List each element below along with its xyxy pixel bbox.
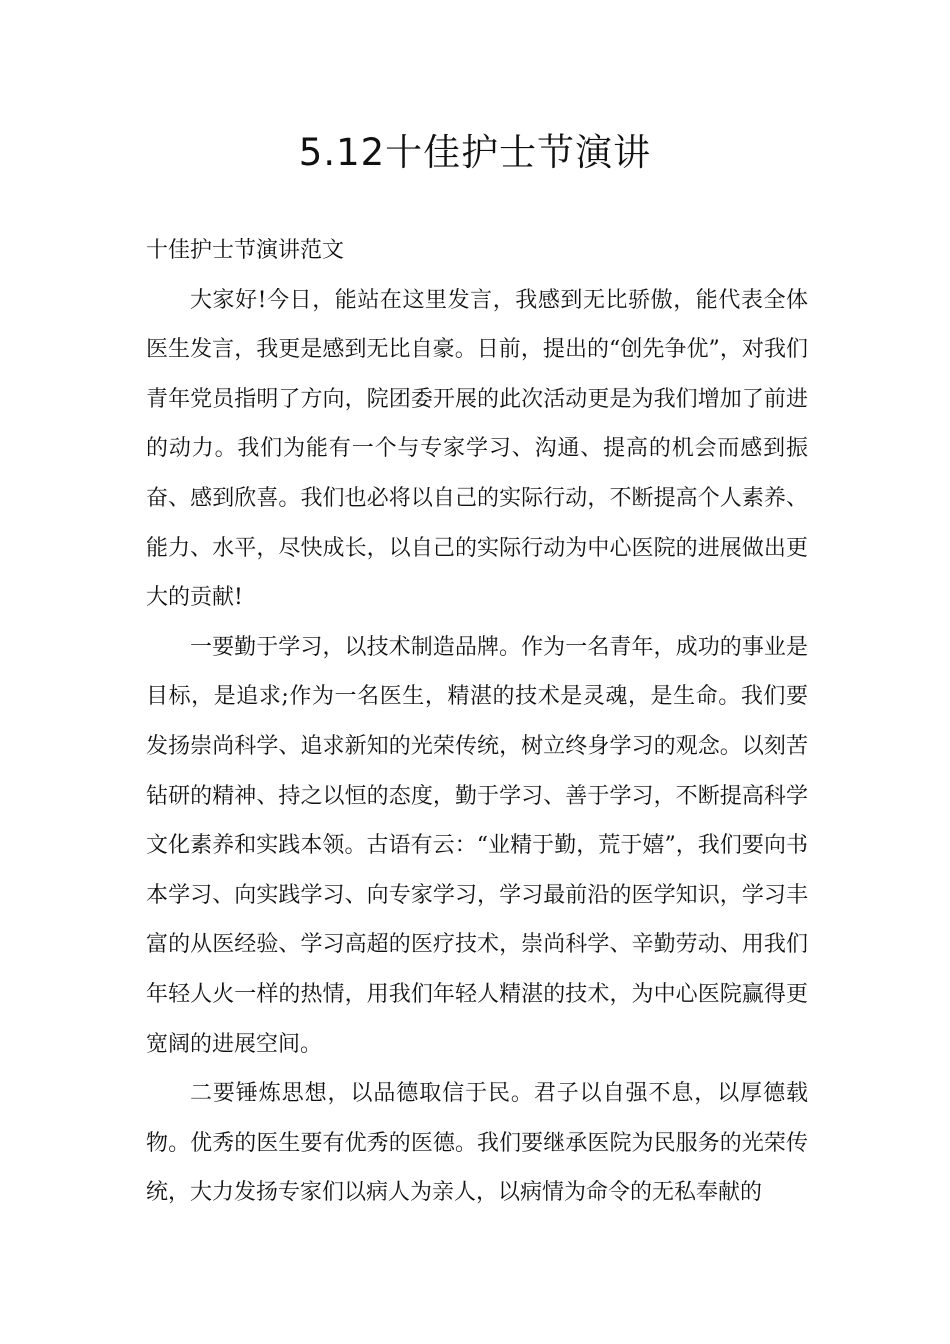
- document-subtitle: 十佳护士节演讲范文: [146, 238, 345, 263]
- paragraph-1: 大家好!今日，能站在这里发言，我感到无比骄傲，能代表全体医生发言，我更是感到无比自豪。日前，提出的“创先争优”，对我们青年党员指明了方向，院团委开展的此次活动更是为我们增加了前进的动力。我们为能有一个与专家学习、沟通、提高的机会而感到振奋、感到欣喜。我们也必将以自己的实际行动，不断提高个人素养、能力、水平，尽快成长，以自己的实际行动为中心医院的进展做出更大的贡献!: [146, 287, 808, 611]
- paragraph-2: 一要勤于学习，以技术制造品牌。作为一名青年，成功的事业是目标，是追求;作为一名医生，精湛的技术是灵魂，是生命。我们要发扬崇尚科学、追求新知的光荣传统，树立终身学习的观念。以刻苦钻研的精神、持之以恒的态度，勤于学习、善于学习，不断提高科学文化素养和实践本领。古语有云：“业精于勤，荒于嬉”，我们要向书本学习、向实践学习、向专家学习，学习最前沿的医学知识，学习丰富的从医经验、学习高超的医疗技术，崇尚科学、辛勤劳动、用我们年轻人火一样的热情，用我们年轻人精湛的技术，为中心医院赢得更宽阔的进展空间。: [146, 634, 808, 1057]
- document-body: [146, 226, 808, 1218]
- document-title: 5.12十佳护士节演讲: [298, 131, 652, 174]
- paragraph-3: 二要锤炼思想，以品德取信于民。君子以自强不息，以厚德载物。优秀的医生要有优秀的医德。我们要继承医院为民服务的光荣传统，大力发扬专家们以病人为亲人，以病情为命令的无私奉献的: [146, 1081, 808, 1206]
